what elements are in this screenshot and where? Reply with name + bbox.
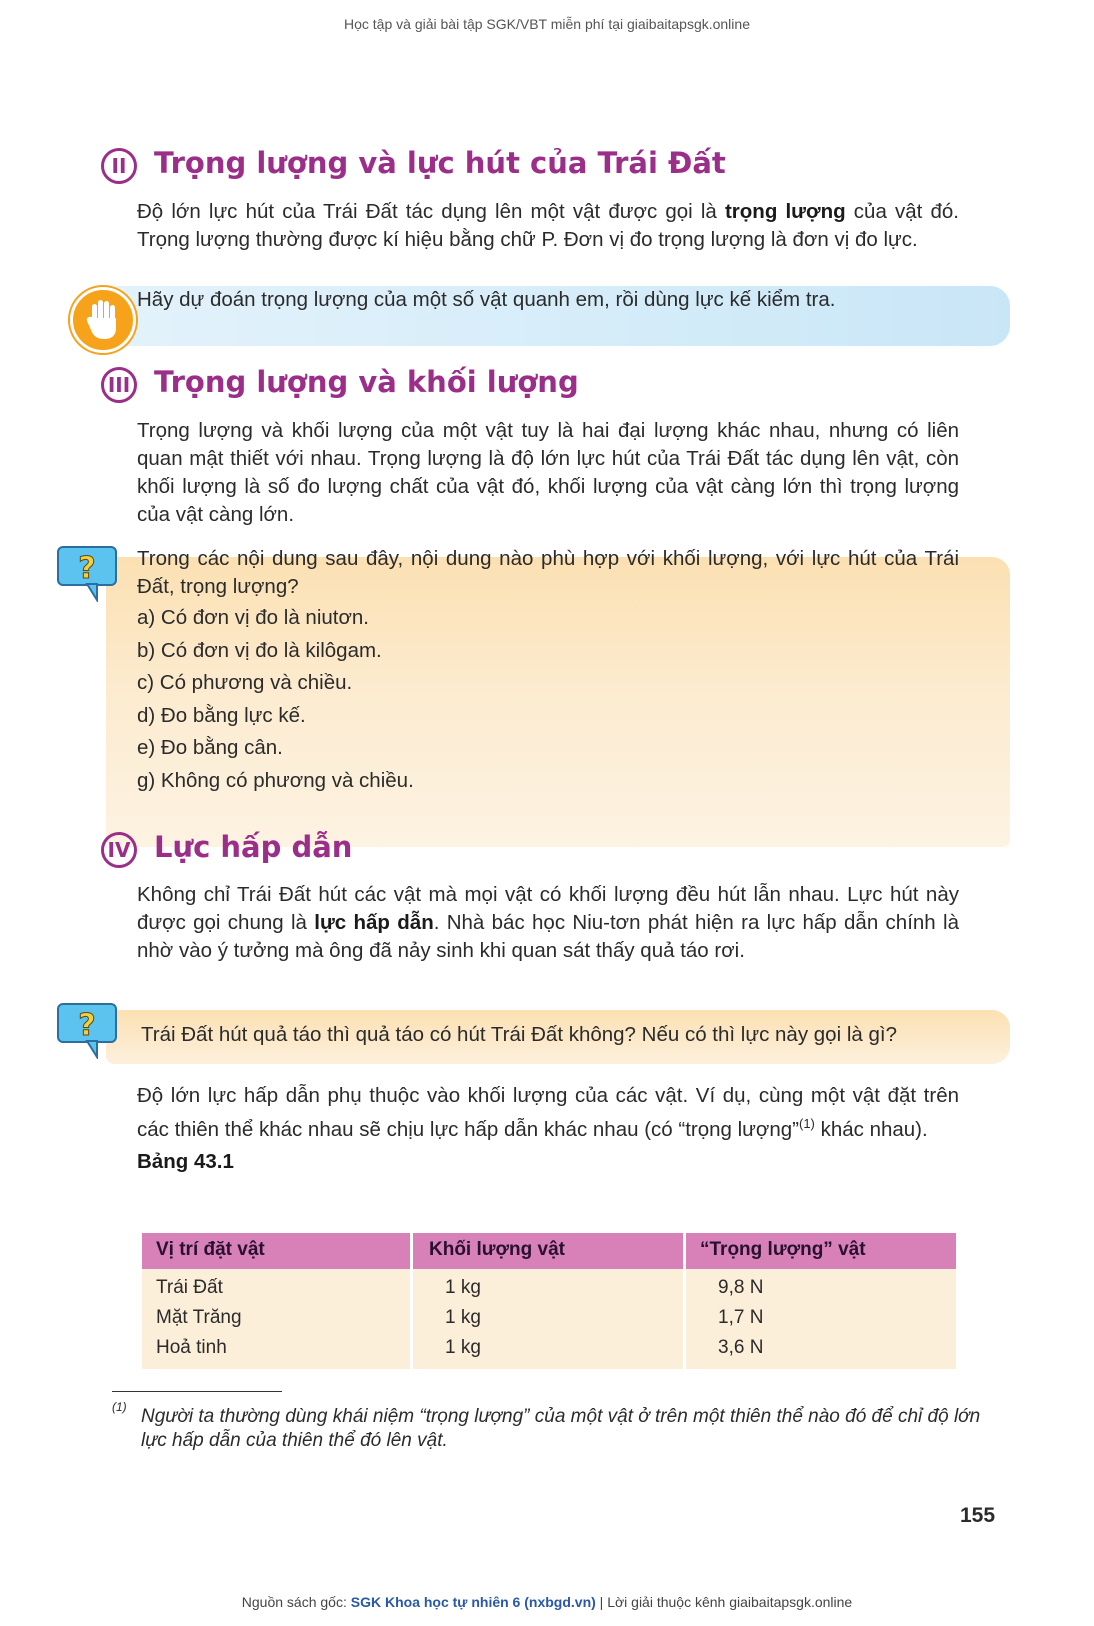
question-mark: ? [78,551,96,586]
table-cell: 3,6 N [718,1337,764,1358]
section-4-paragraph-2: Độ lớn lực hấp dẫn phụ thuộc vào khối lượng của các vật. Ví dụ, cùng một vật đặt trên các thiên thể khác nhau sẽ chịu lực hấp dẫn khác nhau (có “trọng lượng”$^{(1)}$ khác nhau). [137,1084,959,1141]
section-3-badge: III [101,367,137,403]
question-1-text: Trong các nội dung sau đây, nội dung nào phù hợp với khối lượng, với lực hút của Trái Đất, trọng lượng? [137,547,959,598]
table-cell: Mặt Trăng [156,1307,242,1328]
weight-table [142,1233,1010,1369]
question-1-options [137,604,637,795]
term-luc-hap-dan: lực hấp dẫn [314,911,434,934]
footnote-mark: (1) [112,1400,127,1414]
footnote-text: Người ta thường dùng khái niệm “trọng lượng” của một vật ở trên một thiên thể nào đó để chỉ độ lớn lực hấp dẫn của thiên thể đó lên vật. [141,1406,981,1451]
activity-text: Hãy dự đoán trọng lượng của một số vật quanh em, rồi dùng lực kế kiểm tra. [137,288,836,311]
footnote-divider [112,1391,282,1392]
header-note: Học tập và giải bài tập SGK/VBT miễn phí tại giaibaitapsgk.online [344,16,750,32]
question-icon [57,546,117,586]
option-a: a) Có đơn vị đo là niutơn. [137,606,370,629]
option-d: d) Đo bằng lực kế. [137,703,306,727]
table-cell: 9,8 N [718,1277,764,1298]
table-header-location: Vị trí đặt vật [142,1233,410,1269]
footer-source-link[interactable]: SGK Khoa học tự nhiên 6 (nxbgd.vn) [350,1594,596,1610]
table-header-weight: “Trọng lượng” vật [686,1233,956,1269]
table-cell: Hoả tinh [156,1337,227,1358]
hand-icon [70,287,136,353]
table-cell: 1 kg [445,1337,481,1358]
question-2-text: Trái Đất hút quả táo thì quả táo có hút Trái Đất không? Nếu có thì lực này gọi là gì? [141,1023,897,1046]
footnote-ref: (1) [798,1116,815,1131]
section-2-badge: II [101,148,137,184]
table-cell: Trái Đất [156,1277,223,1298]
option-e: e) Đo bằng cân. [137,736,283,759]
section-4-title: Lực hấp dẫn [154,830,353,864]
table-cell: 1 kg [445,1277,481,1298]
section-4-badge: IV [101,832,137,868]
footer-note: Nguồn sách gốc: SGK Khoa học tự nhiên 6 (nxbgd.vn) | Lời giải thuộc kênh giaibaitapsgk.online [241,1594,853,1610]
question-mark-2: ? [78,1008,96,1043]
option-c: c) Có phương và chiều. [137,671,353,694]
table-col-mass [413,1269,683,1369]
section-3-paragraph: Trọng lượng và khối lượng của một vật tuy là hai đại lượng khác nhau, nhưng có liên quan mật thiết với nhau. Trọng lượng là độ lớn lực hút của Trái Đất tác dụng lên vật, còn khối lượng là số đo lượng chất của vật đó, khối lượng của vật càng lớn thì trọng lượng của vật càng lớn. [137,419,959,526]
section-2-title: Trọng lượng và lực hút của Trái Đất [154,146,726,180]
table-col-weight [686,1269,956,1369]
option-g: g) Không có phương và chiều. [137,768,414,792]
term-trong-luong: trọng lượng [724,200,846,223]
section-4-paragraph: Không chỉ Trái Đất hút các vật mà mọi vật có khối lượng đều hút lẫn nhau. Lực hút này được gọi chung là lực hấp dẫn. Nhà bác học Niu-tơn phát hiện ra lực hấp dẫn chính là nhờ vào ý tưởng mà ông đã nảy sinh khi quan sát thấy quả táo rơi. [137,883,959,962]
section-2-paragraph: Độ lớn lực hút của Trái Đất tác dụng lên một vật được gọi là trọng lượng của vật đó. Trọng lượng thường được kí hiệu bằng chữ P. Đơn vị đo trọng lượng là đơn vị đo lực. [137,200,960,251]
table-caption: Bảng 43.1 [137,1150,234,1173]
table-cell: 1 kg [445,1307,481,1328]
section-3-title: Trọng lượng và khối lượng [154,365,579,399]
option-b: b) Có đơn vị đo là kilôgam. [137,638,382,662]
table-col-location [142,1269,410,1369]
question-icon-2 [57,1003,117,1043]
page-number: 155 [960,1504,996,1527]
table-header-mass: Khối lượng vật [413,1233,683,1269]
table-cell: 1,7 N [718,1307,764,1328]
